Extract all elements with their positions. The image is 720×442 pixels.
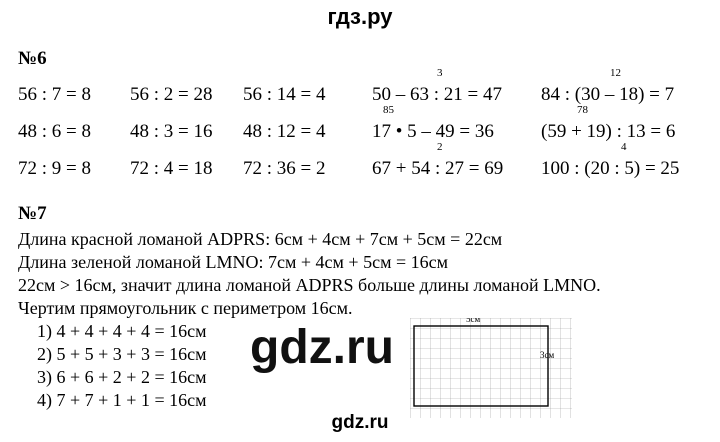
site-header: гдз.ру [327,4,393,29]
expression: 17 • 5 – 49 = 36 [372,121,494,142]
width-label: 5см [466,318,481,324]
text-line: Длина зеленой ломаной LMNO: 7см + 4см + 5см = 16см [18,252,448,272]
text-line: 22см > 16см, значит длина ломаной ADPRS больше длины ломаной LMNO. [18,275,601,295]
order-annotation: 4 [621,141,627,153]
method-line: 1) 4 + 4 + 4 + 4 = 16см [37,321,207,341]
expression: 72 : 36 = 2 [243,158,326,179]
expression: 56 : 14 = 4 [243,84,326,105]
expression: 72 : 9 = 8 [18,158,91,179]
footer-text: gdz.ru [331,412,389,433]
order-annotation: 3 [437,67,443,79]
order-annotation: 2 [437,141,443,153]
expression: 84 : (30 – 18) = 7 [541,84,675,105]
expression: (59 + 19) : 13 = 6 [541,121,676,142]
expression: 48 : 12 = 4 [243,121,326,142]
height-label: 3см [540,350,555,360]
grid-svg [410,318,572,418]
expression: 56 : 2 = 28 [130,84,213,105]
expression: 72 : 4 = 18 [130,158,213,179]
expression: 48 : 6 = 8 [18,121,91,142]
expression: 67 + 54 : 27 = 69 [372,158,504,179]
task6-title: №6 [18,48,47,69]
method-line: 2) 5 + 5 + 3 + 3 = 16см [37,344,207,364]
text-line: Длина красной ломаной ADPRS: 6см + 4см + 7см + 5см = 22см [18,229,503,249]
order-annotation: 12 [610,67,621,79]
order-annotation: 78 [577,104,588,116]
expression: 48 : 3 = 16 [130,121,213,142]
order-annotation: 85 [383,104,394,116]
expression: 100 : (20 : 5) = 25 [541,158,680,179]
method-line: 4) 7 + 7 + 1 + 1 = 16см [37,390,207,410]
expression: 56 : 7 = 8 [18,84,91,105]
method-line: 3) 6 + 6 + 2 + 2 = 16см [37,367,207,387]
task7-title: №7 [18,203,47,224]
expression: 50 – 63 : 21 = 47 [372,84,502,105]
grid-figure [410,318,572,418]
watermark: gdz.ru [250,321,394,374]
text-line: Чертим прямоугольник с периметром 16см. [18,298,353,318]
